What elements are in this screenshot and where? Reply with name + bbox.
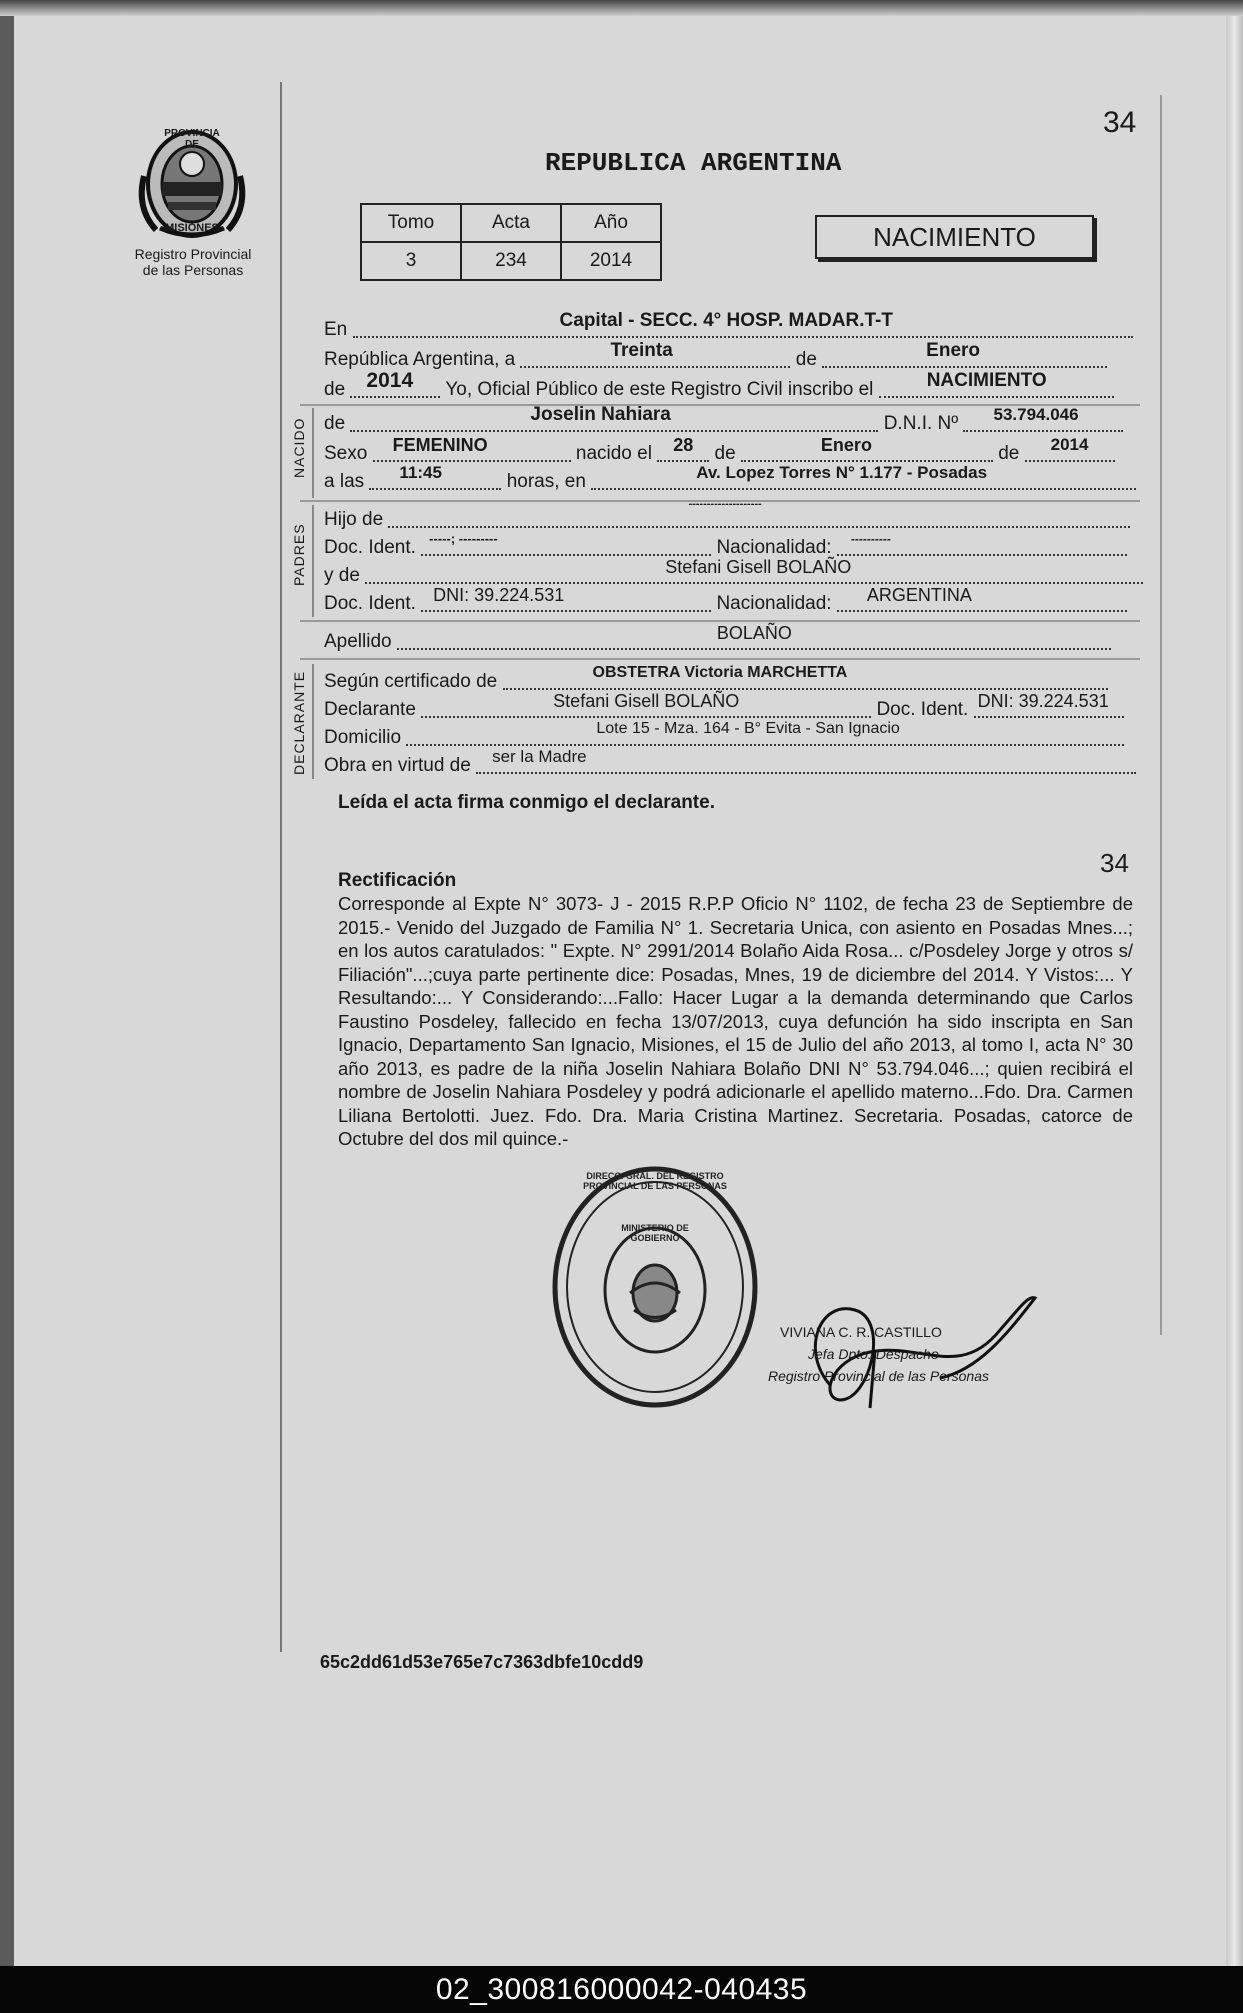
province-coat-of-arms-logo bbox=[132, 118, 252, 243]
field-nac-mes bbox=[741, 435, 993, 462]
label-nacionalidad2: Nacionalidad: bbox=[716, 593, 832, 614]
document-hash: 65c2dd61d53e765e7c7363dbfe10cdd9 bbox=[320, 1652, 644, 1672]
section-label-declarante: DECLARANTE bbox=[291, 670, 307, 775]
label-republica: República Argentina, a bbox=[324, 349, 516, 370]
page-number: 34 bbox=[1103, 106, 1137, 139]
logo-ring-text-top: PROVINCIA DE bbox=[164, 128, 220, 150]
field-madre-nacionalidad bbox=[837, 585, 1127, 612]
registry-seal-stamp bbox=[550, 1165, 760, 1410]
value-dni: 53.794.046 bbox=[993, 405, 1079, 424]
signer-role: Jefa Dpto. Despacho bbox=[808, 1346, 939, 1362]
label-dni: D.N.I. Nº bbox=[883, 413, 959, 434]
value-obra: ser la Madre bbox=[492, 747, 587, 766]
seal-outer-text: DIRECC. GRAL. DEL REGISTRO PROVINCIAL DE LAS PERSONAS bbox=[583, 1171, 727, 1191]
logo-caption bbox=[118, 246, 268, 278]
value-mes: Enero bbox=[926, 340, 981, 361]
table-header-anio: Año bbox=[561, 204, 661, 242]
rectificacion-number: 34 bbox=[1100, 848, 1129, 878]
label-apellido: Apellido bbox=[324, 631, 392, 652]
line-hora bbox=[324, 463, 1136, 494]
label-de-mid: de bbox=[795, 349, 817, 370]
right-margin-line bbox=[1160, 95, 1162, 1335]
value-madre: Stefani Gisell BOLAÑO bbox=[665, 557, 852, 577]
logo-caption-line1: Registro Provincial bbox=[134, 246, 252, 262]
value-hora: 11:45 bbox=[399, 463, 442, 482]
document-title: REPUBLICA ARGENTINA bbox=[545, 148, 842, 178]
rectificacion-body: Corresponde al Expte N° 3073- J - 2015 R.P.P Oficio N° 1102, de fecha 23 de Septiembre de 2015.- Venido del Juzgado de Familia N° 1. Secretaria Unica, con asiento en Posadas Mnes...; en los autos caratulados: " Expte. N° 2991/2014 Bolaño Aida Rosa... c/Posdeley Jorge y otros s/ Filiación"...;cuya parte pertinente dice: Posadas, Mnes, 19 de diciembre del 2014. Y Vistos:... Y Resultando:... Y Considerando:...Fallo: Hacer Lugar a la demanda determinando que Carlos Faustino Posdeley, fallecido en fecha 13/07/2013, cuya defunción ha sido inscripta en San Ignacio, Departamento San Ignacio, Misiones, el 15 de Julio del año 2013, al tomo I, acta N° 30 año 2013, es padre de la niña Joselin Nahiara Bolaño DNI N° 53.794.046...; quien recibirá el nombre de Joselin Nahiara Posdeley y podrá adicionarle el apellido materno...Fdo. Dra. Carmen Liliana Bertolotti. Juez. Fdo. Dra. Maria Cristina Martinez. Secretaria. Posadas, catorce de Octubre del dos mil quince.- bbox=[338, 893, 1133, 1149]
line-apellido bbox=[324, 623, 1111, 654]
value-lugar: Capital - SECC. 4° HOSP. MADAR.T-T bbox=[559, 310, 893, 331]
section-bar-nacido bbox=[312, 408, 314, 498]
seal-inner-text: MINISTERIO DE GOBIERNO bbox=[621, 1223, 689, 1243]
line-domicilio bbox=[324, 720, 1124, 750]
label-a-las: a las bbox=[324, 471, 365, 492]
page-stack-edge bbox=[1226, 16, 1243, 1966]
value-nombre: Joselin Nahiara bbox=[530, 404, 671, 425]
value-nac-dia: 28 bbox=[673, 435, 694, 455]
label-en: En bbox=[324, 319, 348, 340]
label-de-mes: de bbox=[714, 443, 736, 464]
section-label-padres: PADRES bbox=[291, 523, 307, 586]
value-madre-doc: DNI: 39.224.531 bbox=[433, 585, 565, 605]
value-nac-anio: 2014 bbox=[1050, 435, 1089, 454]
signer-organization: Registro Provincial de las Personas bbox=[768, 1368, 989, 1384]
label-doc-ident3: Doc. Ident. bbox=[876, 699, 969, 720]
line-de-anio bbox=[324, 369, 1114, 402]
field-declarante bbox=[421, 691, 871, 718]
section-bar-padres bbox=[312, 505, 314, 617]
label-de-name: de bbox=[324, 413, 346, 434]
value-inscripcion: NACIMIENTO bbox=[926, 370, 1047, 391]
table-value-tomo: 3 bbox=[361, 242, 461, 280]
field-lugar-nac bbox=[591, 463, 1136, 490]
value-lugar-nac: Av. Lopez Torres N° 1.177 - Posadas bbox=[696, 463, 988, 482]
field-mes bbox=[822, 340, 1107, 368]
field-padre bbox=[388, 498, 1130, 528]
value-certificado: OBSTETRA Victoria MARCHETTA bbox=[592, 664, 848, 681]
field-inscripcion bbox=[879, 370, 1114, 398]
section-bar-declarante bbox=[312, 664, 314, 779]
label-segun-certificado: Según certificado de bbox=[324, 671, 498, 692]
field-certificado bbox=[503, 664, 1108, 690]
value-domicilio: Lote 15 - Mza. 164 - B° Evita - San Ignacio bbox=[596, 720, 900, 737]
margin-line bbox=[280, 82, 282, 1652]
field-obra bbox=[476, 747, 1136, 774]
label-hijo-de: Hijo de bbox=[324, 509, 384, 530]
value-nac-mes: Enero bbox=[820, 435, 872, 455]
table-value-anio: 2014 bbox=[561, 242, 661, 280]
value-anio: 2014 bbox=[366, 369, 414, 392]
closing-statement: Leída el acta firma conmigo el declarante. bbox=[338, 792, 715, 813]
value-declarante: Stefani Gisell BOLAÑO bbox=[553, 691, 740, 711]
label-sexo: Sexo bbox=[324, 443, 368, 464]
field-nac-dia bbox=[657, 435, 709, 462]
section-label-nacido: NACIDO bbox=[291, 417, 307, 478]
field-hora bbox=[369, 463, 501, 490]
table-value-acta: 234 bbox=[461, 242, 561, 280]
signer-name: VIVIANA C. R. CASTILLO bbox=[780, 1324, 942, 1340]
line-madre-doc bbox=[324, 585, 1127, 616]
label-horas-en: horas, en bbox=[506, 471, 586, 492]
field-apellido bbox=[397, 623, 1111, 650]
label-de-start: de bbox=[324, 379, 346, 400]
rectificacion-title: Rectificación bbox=[338, 870, 457, 891]
value-sexo: FEMENINO bbox=[392, 435, 488, 455]
label-declarante: Declarante bbox=[324, 699, 416, 720]
field-domicilio bbox=[406, 720, 1124, 746]
table-header-acta: Acta bbox=[461, 204, 561, 242]
value-dia: Treinta bbox=[610, 340, 673, 361]
field-declarante-doc bbox=[974, 691, 1124, 718]
value-padre-doc: -----; --------- bbox=[429, 531, 498, 546]
value-padre: -------------------- bbox=[688, 498, 762, 510]
field-madre bbox=[365, 557, 1143, 584]
value-declarante-doc: DNI: 39.224.531 bbox=[977, 691, 1109, 711]
field-dia bbox=[520, 340, 790, 368]
field-dni bbox=[963, 405, 1123, 432]
field-padre-nacionalidad bbox=[837, 532, 1127, 556]
field-sexo bbox=[373, 435, 571, 462]
label-nacionalidad: Nacionalidad: bbox=[716, 537, 832, 558]
value-apellido: BOLAÑO bbox=[716, 623, 792, 643]
label-doc-ident: Doc. Ident. bbox=[324, 537, 416, 558]
field-padre-doc bbox=[421, 531, 711, 556]
scan-file-id: 02_300816000042-040435 bbox=[0, 1966, 1243, 2013]
field-nac-anio bbox=[1025, 435, 1115, 462]
divider bbox=[300, 658, 1140, 660]
value-madre-nacionalidad: ARGENTINA bbox=[866, 585, 972, 605]
scan-top-edge bbox=[0, 0, 1243, 16]
line-obra bbox=[324, 747, 1136, 778]
line-en bbox=[324, 310, 1133, 342]
label-de-anio: de bbox=[998, 443, 1020, 464]
label-obra-en-virtud: Obra en virtud de bbox=[324, 755, 471, 776]
logo-ring-text-bottom: MISIONES bbox=[165, 222, 219, 234]
record-type-box: NACIMIENTO bbox=[815, 215, 1094, 259]
label-domicilio: Domicilio bbox=[324, 727, 402, 748]
logo-caption-line2: de las Personas bbox=[142, 262, 244, 278]
field-anio bbox=[350, 369, 440, 398]
label-yo-oficial: Yo, Oficial Público de este Registro Civil inscribo el bbox=[445, 379, 874, 400]
field-madre-doc bbox=[421, 585, 711, 612]
tomo-acta-anio-table bbox=[360, 203, 662, 281]
table-header-tomo: Tomo bbox=[361, 204, 461, 242]
label-y-de: y de bbox=[324, 565, 360, 586]
label-doc-ident2: Doc. Ident. bbox=[324, 593, 416, 614]
value-padre-nacionalidad: ---------- bbox=[850, 532, 891, 546]
field-lugar bbox=[353, 310, 1133, 338]
field-nombre bbox=[350, 404, 878, 432]
label-nacido-el: nacido el bbox=[575, 443, 652, 464]
